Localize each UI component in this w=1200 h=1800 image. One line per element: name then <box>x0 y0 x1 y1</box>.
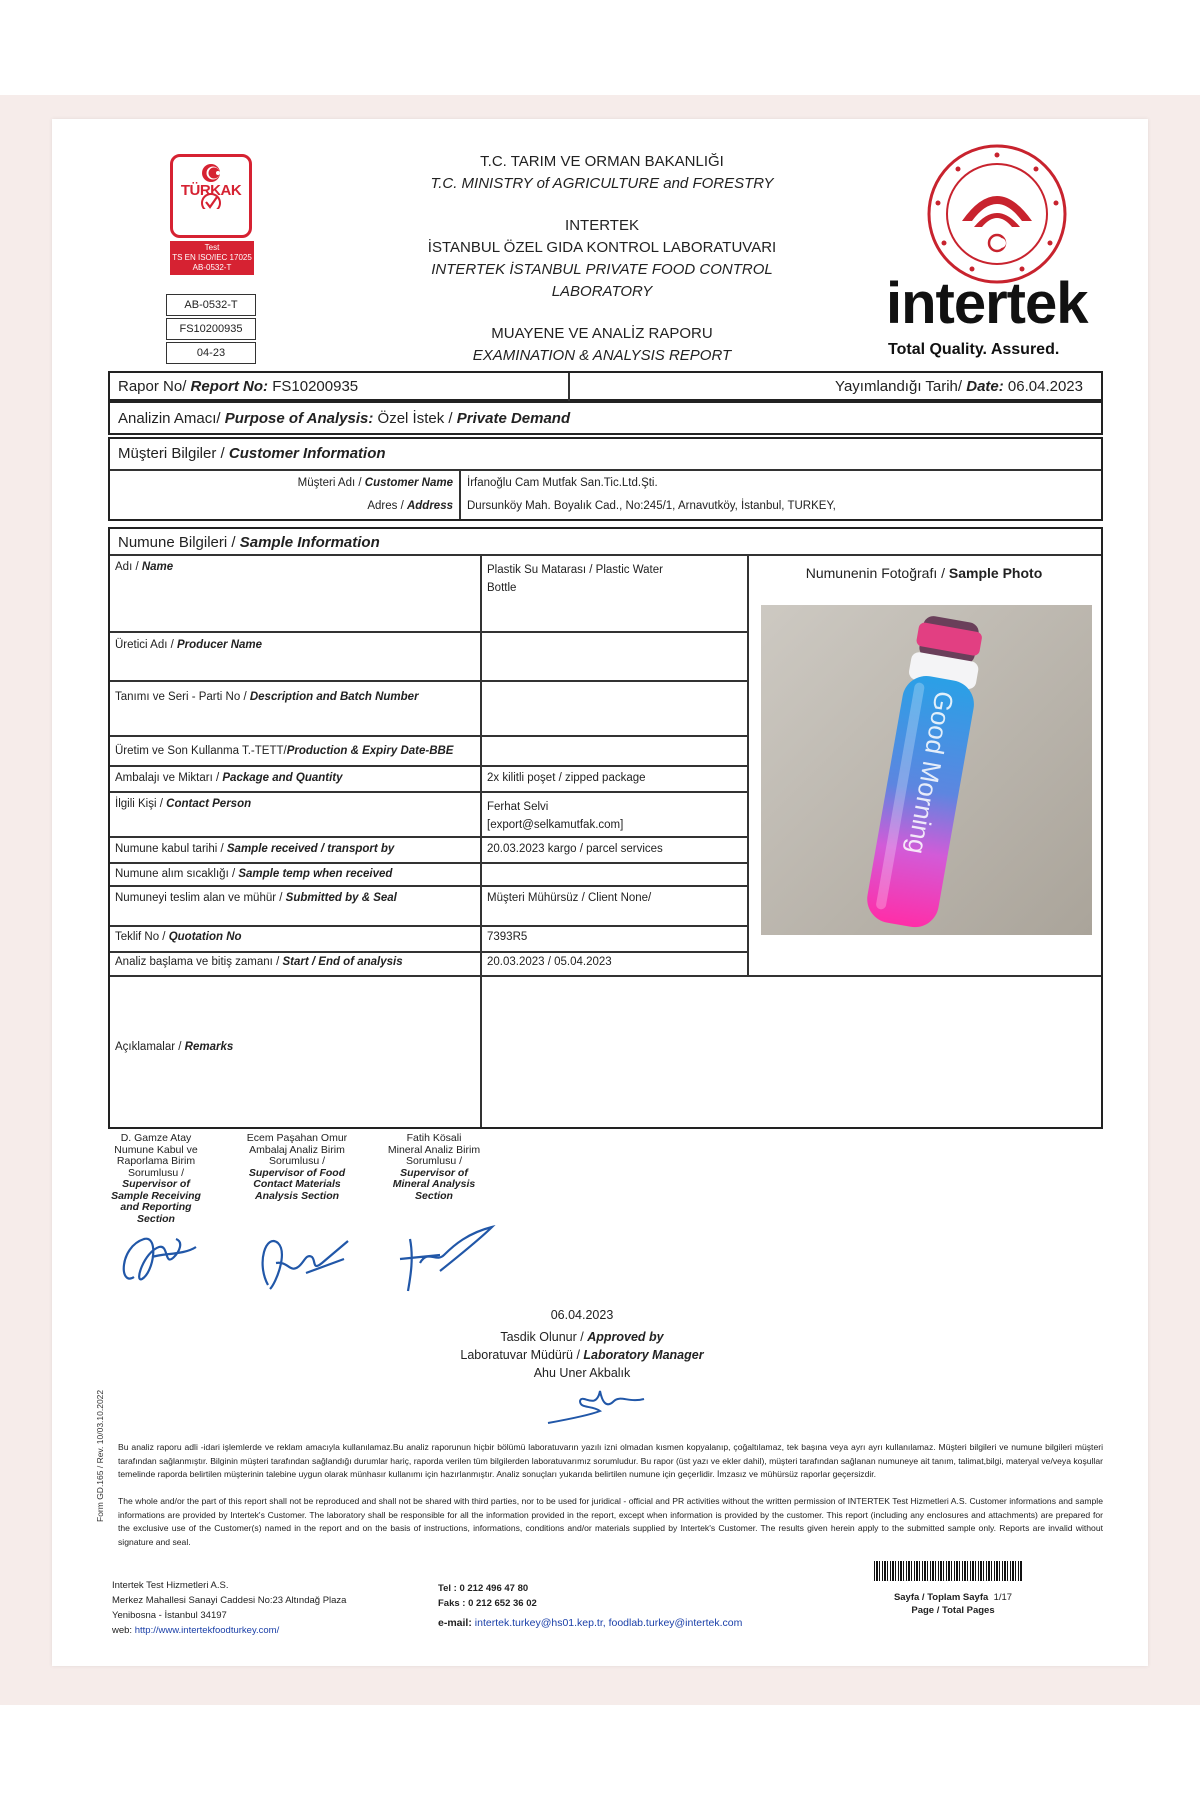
divider <box>110 631 747 633</box>
row-label-en: Submitted by & Seal <box>285 892 397 904</box>
divider <box>480 554 482 1127</box>
signatory-role-en: Supervisor of <box>400 1166 468 1179</box>
divider <box>110 735 747 737</box>
row-label-tr: Üretim ve Son Kullanma T.-TETT/ <box>115 745 287 757</box>
turkak-badge <box>170 154 252 238</box>
sample-section-title-en: Sample Information <box>239 534 380 551</box>
page-label-tr: Sayfa / Toplam Sayfa <box>893 1592 989 1603</box>
ministry-seal-icon <box>926 143 1068 285</box>
row-label-en: Start / End of analysis <box>282 956 403 968</box>
signatory-role-tr: Mineral Analiz Birim <box>387 1143 481 1156</box>
report-number-label-en: Report No: <box>190 378 269 395</box>
signatory-role-en: Supervisor of <box>122 1178 190 1190</box>
row-label-en: Quotation No <box>168 931 242 943</box>
lab-manager-en: Laboratory Manager <box>583 1348 704 1362</box>
barcode <box>874 1561 1022 1581</box>
row-label-en: Production & Expiry Date-BBE <box>286 745 454 757</box>
footer-email <box>438 1616 742 1631</box>
customer-name-label <box>298 477 453 489</box>
divider <box>568 373 570 401</box>
lab-title-tr: İSTANBUL ÖZEL GIDA KONTROL LABORATUVARI <box>427 239 777 256</box>
divider <box>459 469 461 519</box>
customer-address-label-tr: Adres / <box>367 500 404 512</box>
divider <box>110 765 747 767</box>
signatory-role-en: Contact Materials <box>253 1178 341 1190</box>
accreditation-code: AB-0532-T <box>166 294 256 316</box>
bottle-text: Good Morning <box>901 688 960 857</box>
approval-block <box>432 1306 732 1382</box>
lab-name: INTERTEK <box>565 217 639 234</box>
row-label-tr: Adı / <box>115 561 139 573</box>
row-label-tr: Tanımı ve Seri - Parti No / <box>115 691 247 703</box>
footer-fax: Faks : 0 212 652 36 02 <box>438 1598 537 1609</box>
lab-manager-tr: Laboratuvar Müdürü / <box>460 1348 580 1362</box>
signatory-2 <box>234 1133 360 1202</box>
turkak-red-line: TS EN ISO/IEC 17025 <box>172 253 252 262</box>
purpose-value-en: Private Demand <box>456 410 571 427</box>
row-label-en: Sample temp when received <box>238 868 393 880</box>
customer-name-value: İrfanoğlu Cam Mutfak San.Tic.Ltd.Şti. <box>467 477 658 489</box>
page-count-label <box>878 1591 1028 1604</box>
approved-by-en: Approved by <box>587 1330 664 1344</box>
row-label-tr: Numune kabul tarihi / <box>115 843 224 855</box>
accreditation-code: 04-23 <box>166 342 256 364</box>
row-label-en: Producer Name <box>177 639 263 651</box>
signatory-1 <box>100 1133 212 1225</box>
customer-name-label-tr: Müşteri Adı / <box>297 477 362 489</box>
report-number <box>118 378 358 395</box>
sample-information <box>108 527 1103 1129</box>
signatory-role-tr: Ambalaj Analiz Birim <box>249 1143 345 1156</box>
customer-address-label <box>367 500 453 512</box>
ministry-title-en: T.C. MINISTRY of AGRICULTURE and FORESTRY <box>430 175 774 192</box>
row-label-en: Name <box>141 561 174 573</box>
signatory-role-tr: Raporlama Birim <box>116 1155 196 1167</box>
sample-photo-title <box>747 565 1101 581</box>
disclaimer-turkish: Bu analiz raporu adli -idari işlemlerde ve reklam amacıyla kullanılamaz.Bu analiz raporunun hiçbir bölümü laboratuvarın yazılı izni olmadan kısmen kopyalanıp, çoğaltılamaz, tek başına veya ayrı ayrı kullanılamaz. Müşteri bilgileri ve numune bilgileri müşteri tarafından sağlanmıştır. Bilginin müşteri tarafından sağlandığı durumlar hariç, raporda verilen tüm bilgilerden laboratuvarımız sorumludur. Bu rapor (üst yazı ve ekler dahil), müşteri tarafından sağlanan numuneye ait tanım, talimat,bilgi, materyal ve/veya koşullar temelinde raporda belirtilen müşterinin talebine uygun olarak münhasır kullanımı için hazırlanmıştır. Analiz sonuçları yukarıda belirtilen numune için geçerlidir. İmzasız ve mühürsüz raporlar geçersizdir. <box>118 1442 1103 1480</box>
signatory-role-tr: Sorumlusu / <box>405 1155 463 1167</box>
website-link[interactable]: http://www.intertekfoodturkey.com/ <box>134 1625 280 1636</box>
manager-name: Ahu Uner Akbalık <box>533 1366 631 1380</box>
row-label-en: Contact Person <box>166 798 252 810</box>
page-value: 1/17 <box>993 1592 1013 1603</box>
row-label-en: Description and Batch Number <box>249 691 419 703</box>
sample-section-title <box>118 534 380 551</box>
footer-contact <box>438 1581 537 1611</box>
divider <box>747 554 749 975</box>
sample-row-label <box>115 772 343 784</box>
approval-date: 06.04.2023 <box>550 1308 614 1322</box>
lab-title-en-2: LABORATORY <box>551 283 653 300</box>
divider <box>110 836 747 838</box>
sample-section-title-tr: Numune Bilgileri / <box>118 534 236 551</box>
header-titles <box>382 151 822 367</box>
signatory-role-en: and Reporting <box>120 1201 192 1213</box>
sample-row-label <box>115 843 394 855</box>
sample-row-label <box>115 691 419 703</box>
sample-row-value <box>487 798 623 834</box>
report-date <box>835 378 1083 395</box>
report-title-en: EXAMINATION & ANALYSIS REPORT <box>472 347 732 364</box>
purpose-row <box>108 401 1103 435</box>
accreditation-code: FS10200935 <box>166 318 256 340</box>
purpose-of-analysis <box>118 410 570 427</box>
ministry-title-tr: T.C. TARIM VE ORMAN BAKANLIĞI <box>480 153 724 170</box>
signatory-role-en: Analysis Section <box>254 1189 340 1202</box>
signatory-3 <box>378 1133 490 1202</box>
signatory-role-en: Supervisor of Food <box>248 1166 346 1179</box>
signature-2-icon <box>248 1223 358 1303</box>
remarks-label <box>115 1041 233 1053</box>
customer-address-value: Dursunköy Mah. Boyalık Cad., No:245/1, Arnavutköy, İstanbul, TURKEY, <box>467 500 836 512</box>
divider <box>110 554 1101 556</box>
report-date-value: 06.04.2023 <box>1007 378 1083 395</box>
email-link[interactable]: intertek.turkey@hs01.kep.tr, foodlab.turkey@intertek.com <box>474 1617 743 1629</box>
page-label-en: Page / Total Pages <box>911 1605 995 1616</box>
signatory-role-en: Mineral Analysis <box>392 1178 476 1190</box>
manager-signature-icon <box>540 1381 650 1431</box>
divider <box>110 791 747 793</box>
purpose-label-en: Purpose of Analysis: <box>224 410 374 427</box>
sample-row-label <box>115 639 262 651</box>
row-label-tr: Analiz başlama ve bitiş zamanı / <box>115 956 280 968</box>
footer-tel: Tel : 0 212 496 47 80 <box>438 1583 529 1594</box>
signatory-role-tr: Sorumlusu / <box>127 1166 185 1179</box>
row-value: Ferhat Selvi <box>487 801 549 813</box>
sample-row-label <box>115 931 242 943</box>
turkak-red-line: AB-0532-T <box>192 263 232 272</box>
divider <box>110 925 747 927</box>
sample-row-value: 7393R5 <box>487 931 528 943</box>
customer-section-title-en: Customer Information <box>228 445 386 462</box>
divider <box>110 885 747 887</box>
divider <box>110 680 747 682</box>
intertek-logo: intertek <box>886 271 1088 336</box>
remarks-label-en: Remarks <box>184 1041 234 1053</box>
remarks-label-tr: Açıklamalar / <box>115 1041 182 1053</box>
footer-address-line: Yenibosna - İstanbul 34197 <box>112 1610 227 1621</box>
report-date-label-tr: Yayımlandığı Tarih/ <box>835 378 963 395</box>
approved-by <box>432 1328 732 1346</box>
row-label-tr: Teklif No / <box>115 931 166 943</box>
report-number-label-tr: Rapor No/ <box>118 378 187 395</box>
disclaimer-english: The whole and/or the part of this report shall not be reproduced and shall not be shared with third parties, nor to be used for juridical - official and PR activities without the written permission of INTERTEK Test Hizmetleri A.S. Customer informations and sample informations are provided by Intertek's Customer. The laboratory shall be responsible for all the information provided in the report, except when information is provided by the customer. This report (including any enclosures and attachments) are prepared for the exclusive use of the Customer(s) named in the report and on the basis of instructions, informations, conditions and/or materials supplied by Intertek's Customer. The results given herein apply to the submitted sample only. Reports are invalid without signature and seal. <box>118 1496 1103 1547</box>
turkak-red-line: Test <box>204 243 220 252</box>
row-value-2: Bottle <box>487 582 517 594</box>
report-date-label-en: Date: <box>966 378 1004 395</box>
purpose-label-tr: Analizin Amacı/ <box>118 410 221 427</box>
turkak-red-label <box>170 241 254 275</box>
sample-row-label <box>115 798 251 810</box>
row-label-tr: Numune alım sıcaklığı / <box>115 868 236 880</box>
divider <box>110 975 1101 977</box>
footer-web <box>112 1623 402 1638</box>
sample-row-value: Müşteri Mühürsüz / Client None/ <box>487 892 652 904</box>
sample-row-value: 20.03.2023 kargo / parcel services <box>487 843 663 855</box>
customer-section-title <box>118 445 386 462</box>
signatory-name: Ecem Paşahan Omur <box>246 1132 348 1144</box>
sample-row-label <box>115 892 397 904</box>
turkak-logo <box>170 154 254 275</box>
sample-photo-title-tr: Numunenin Fotoğrafı / <box>805 565 946 581</box>
report-page <box>52 119 1148 1666</box>
report-number-row <box>108 371 1103 401</box>
signatory-name: Fatih Kösali <box>406 1132 462 1144</box>
customer-address-label-en: Address <box>406 500 453 512</box>
intertek-tagline: Total Quality. Assured. <box>888 341 1060 358</box>
sample-photo <box>761 605 1092 935</box>
signatory-role-en: Section <box>137 1212 175 1225</box>
accreditation-codes <box>166 292 256 364</box>
signatory-role-en: Sample Receiving <box>111 1189 201 1202</box>
customer-information <box>108 437 1103 521</box>
purpose-value-tr: Özel İstek / <box>377 410 453 427</box>
row-label-tr: Ambalajı ve Miktarı / <box>115 772 220 784</box>
sample-row-label <box>115 745 453 757</box>
row-label-en: Package and Quantity <box>222 772 343 784</box>
customer-section-title-tr: Müşteri Bilgiler / <box>118 445 225 462</box>
turkak-logo-text: TÜRKAK <box>180 182 242 199</box>
report-number-value: FS10200935 <box>272 378 359 395</box>
divider <box>110 862 747 864</box>
sample-row-value: 2x kilitli poşet / zipped package <box>487 772 646 784</box>
sample-photo-title-en: Sample Photo <box>948 565 1043 581</box>
footer-web-label: web: <box>112 1625 133 1636</box>
signatory-role-en: Section <box>415 1189 453 1202</box>
signature-3-icon <box>380 1219 500 1299</box>
divider <box>110 951 747 953</box>
row-value-2: [export@selkamutfak.com] <box>487 819 624 831</box>
row-label-en: Sample received / transport by <box>226 843 395 855</box>
footer-address <box>112 1578 402 1638</box>
divider <box>110 469 1101 471</box>
row-label-tr: Numuneyi teslim alan ve mühür / <box>115 892 283 904</box>
footer-company: Intertek Test Hizmetleri A.S. <box>112 1580 229 1591</box>
signatory-role-tr: Numune Kabul ve <box>114 1143 198 1156</box>
row-value: Plastik Su Matarası / Plastic Water <box>487 564 663 576</box>
sample-row-value <box>487 561 663 597</box>
approved-by-tr: Tasdik Olunur / <box>500 1330 584 1344</box>
report-title-tr: MUAYENE VE ANALİZ RAPORU <box>491 325 713 342</box>
water-bottle-photo <box>761 605 1092 935</box>
sample-row-label <box>115 956 403 968</box>
lab-manager <box>432 1346 732 1364</box>
sample-row-value: 20.03.2023 / 05.04.2023 <box>487 956 612 968</box>
customer-name-label-en: Customer Name <box>364 477 453 489</box>
row-label-tr: Üretici Adı / <box>115 639 174 651</box>
signatory-name: D. Gamze Atay <box>120 1132 192 1144</box>
page-count <box>878 1591 1028 1617</box>
signatory-role-tr: Sorumlusu / <box>268 1155 326 1167</box>
footer-address-line: Merkez Mahallesi Sanayi Caddesi No:23 Altındağ Plaza <box>112 1595 347 1606</box>
sample-row-label <box>115 868 392 880</box>
footer-email-label: e-mail: <box>438 1617 472 1629</box>
row-label-tr: İlgili Kişi / <box>115 798 163 810</box>
signature-1-icon <box>114 1227 204 1297</box>
lab-title-en: INTERTEK İSTANBUL PRIVATE FOOD CONTROL <box>431 261 773 278</box>
form-code: Form GD.165 / Rev. 10/03.10.2022 <box>95 1389 105 1522</box>
sample-row-label <box>115 561 173 573</box>
